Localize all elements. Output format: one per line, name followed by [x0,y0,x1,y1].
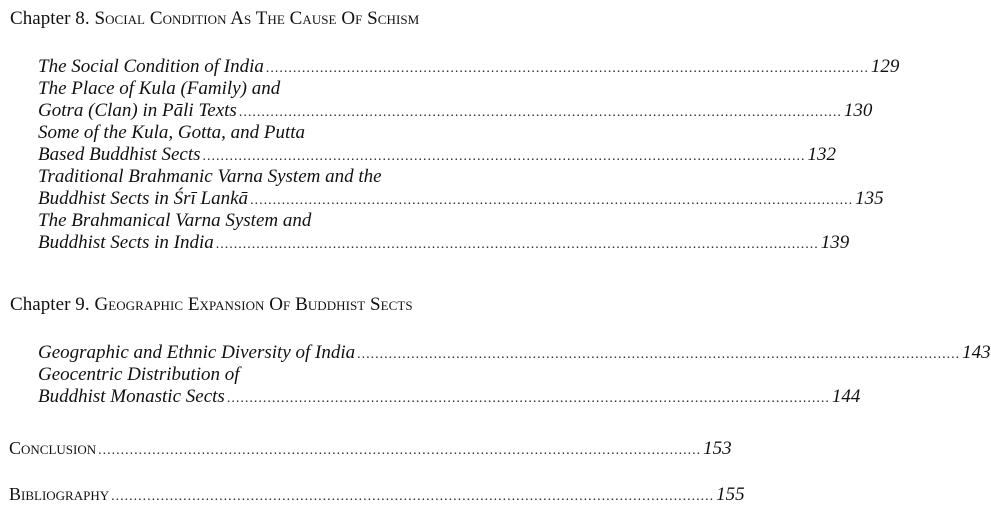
toc-page-number: 130 [843,100,873,121]
toc-entry[interactable] [38,166,884,210]
chapter-8-toc [38,56,900,276]
chapter-8-number: Chapter 8. [10,8,90,29]
toc-entry-title: Some of the Kula, Gotta, and Putta [38,122,306,143]
toc-entry[interactable] [38,364,861,408]
toc-entry-title-continued: Based Buddhist Sects [38,144,201,165]
dot-leader: ...................................................................................................................................... [202,149,806,164]
toc-page-number: 132 [807,144,837,165]
conclusion-label: Conclusion [9,438,97,458]
toc-entry-title: The Brahmanical Varna System and [38,210,312,231]
toc-entry[interactable] [38,56,900,78]
toc-page-number: 129 [870,56,900,77]
toc-page-number: 153 [703,438,732,459]
toc-entry-title-continued: Buddhist Sects in India [38,232,214,253]
chapter-9-heading [10,294,413,316]
toc-page-number: 155 [716,484,745,505]
toc-page-number: 135 [855,188,884,209]
toc-entry-title: Geocentric Distribution of [38,364,240,385]
toc-entry-title: The Social Condition of India [38,56,264,77]
bibliography-label: Bibliography [9,484,110,504]
bibliography-entry[interactable] [9,484,745,506]
toc-entry-title: The Place of Kula (Family) and [38,78,281,99]
dot-leader: ...................................................................................................................................... [250,193,854,208]
toc-entry-title-continued: Gotra (Clan) in Pāli Texts [38,100,237,121]
chapter-9-title: Geographic Expansion Of Buddhist Sects [94,294,413,315]
dot-leader: ...................................................................................................................................... [215,237,819,252]
toc-page-number: 143 [962,342,991,363]
chapter-9-number: Chapter 9. [10,294,90,315]
dot-leader: ...................................................................................................................................... [265,61,869,76]
toc-entry-title-continued: Buddhist Monastic Sects [38,386,225,407]
toc-page-number: 144 [831,386,861,407]
chapter-9-toc [38,342,991,412]
toc-entry-title-continued: Buddhist Sects in Śrī Lankā [38,188,249,209]
conclusion-entry[interactable] [9,438,732,460]
dot-leader: ...................................................................................................................................... [226,391,830,406]
toc-entry[interactable] [38,122,837,166]
toc-entry-title: Traditional Brahmanic Varna System and the [38,166,382,187]
chapter-8-title: Social Condition As The Cause Of Schism [94,8,420,29]
toc-entry[interactable] [38,210,850,254]
toc-entry-title: Geographic and Ethnic Diversity of India [38,342,356,363]
toc-page-number: 139 [820,232,850,253]
chapter-8-heading [10,8,419,30]
dot-leader: ...................................................................................................................................... [357,347,961,362]
toc-entry[interactable] [38,78,873,122]
dot-leader: ...................................................................................................................................... [238,105,842,120]
dot-leader: ...................................................................................................................................... [111,489,715,504]
dot-leader: ...................................................................................................................................... [98,443,702,458]
toc-entry[interactable] [38,342,991,364]
